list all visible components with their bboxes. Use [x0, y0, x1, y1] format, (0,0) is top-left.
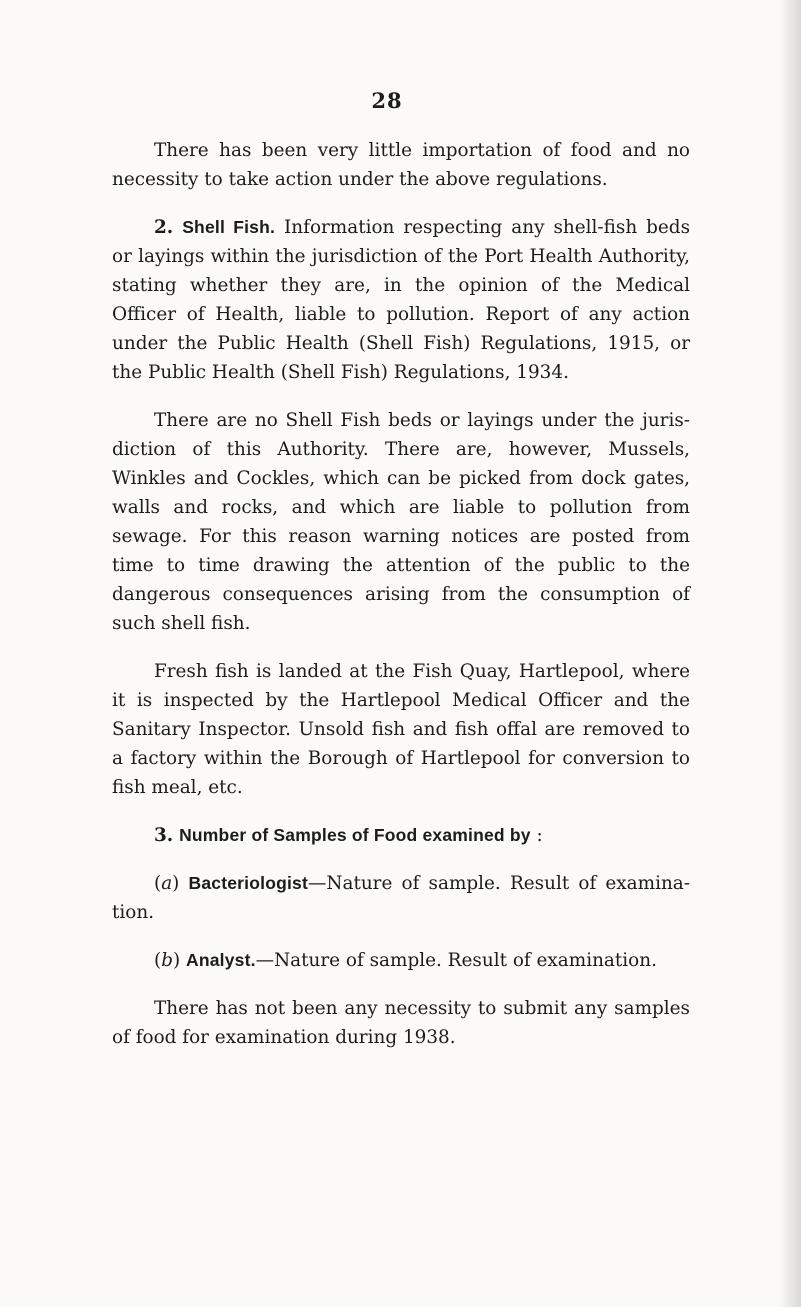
paragraph-fresh-fish: Fresh fish is landed at the Fish Quay, Hartlepool, where it is inspected by the Hartlepool Medical Officer and the Sanitary Inspector. Unsold fish and fish offal are removed to a factory within the Borough of Hartlepool for conversion to fish meal, etc. [112, 661, 690, 798]
paragraph-intro: There has been very little importation of food and no necessity to take action under the above regulations. [112, 140, 690, 190]
paragraph-closing: There has not been any necessity to submit any samples of food for examination during 1938. [112, 998, 690, 1048]
page-number: 28 [371, 88, 403, 113]
section-3-heading: Number of Samples of Food examined by [179, 825, 531, 845]
section-2-number: 2. [154, 217, 174, 238]
section-2-paragraph [112, 213, 690, 387]
item-b-paragraph: (b) Analyst.—Nature of sample. Result of examination. [154, 950, 657, 971]
page-edge-shadow [779, 0, 801, 1307]
section-2-text: Information respecting any shell-fish beds or layings within the jurisdiction of the Port Health Authority, stating whether they are, in the opinion of the Medical Officer of Health, liable to pollution. Report of any action under the Public Health (Shell Fish) Regulations, 1915, or the Public Health (Shell Fish) Regulations, 1934. [112, 217, 691, 383]
paragraph-shellfish: There are no Shell Fish beds or layings under the juris- diction of this Authority. There are, however, Mussels, Winkles and Cockles, which can be picked from dock gates, walls and rocks, and which are liable to pollution from sewage. For this reason warning notices are posted from time to time drawing the attention of the public to the dangerous consequences arising from the consumption of such shell fish. [112, 410, 690, 634]
section-2-heading: Shell Fish. [182, 217, 276, 237]
item-b-heading: Analyst. [186, 950, 256, 970]
item-a-label: a [161, 873, 173, 894]
section-3-paragraph [112, 821, 690, 850]
item-b-label: b [161, 950, 173, 971]
item-a-heading: Bacteriologist [188, 873, 308, 893]
document-body [112, 136, 690, 1052]
item-a-text: —Nature of sample. Result of examina- tion. [112, 873, 690, 923]
item-b-text: —Nature of sample. Result of examination. [255, 950, 657, 971]
item-a-paragraph: (a) Bacteriologist—Nature of sample. Result of examina- tion. [112, 873, 690, 923]
section-3-number: 3. [154, 825, 174, 846]
section-3-colon: : [536, 825, 543, 846]
